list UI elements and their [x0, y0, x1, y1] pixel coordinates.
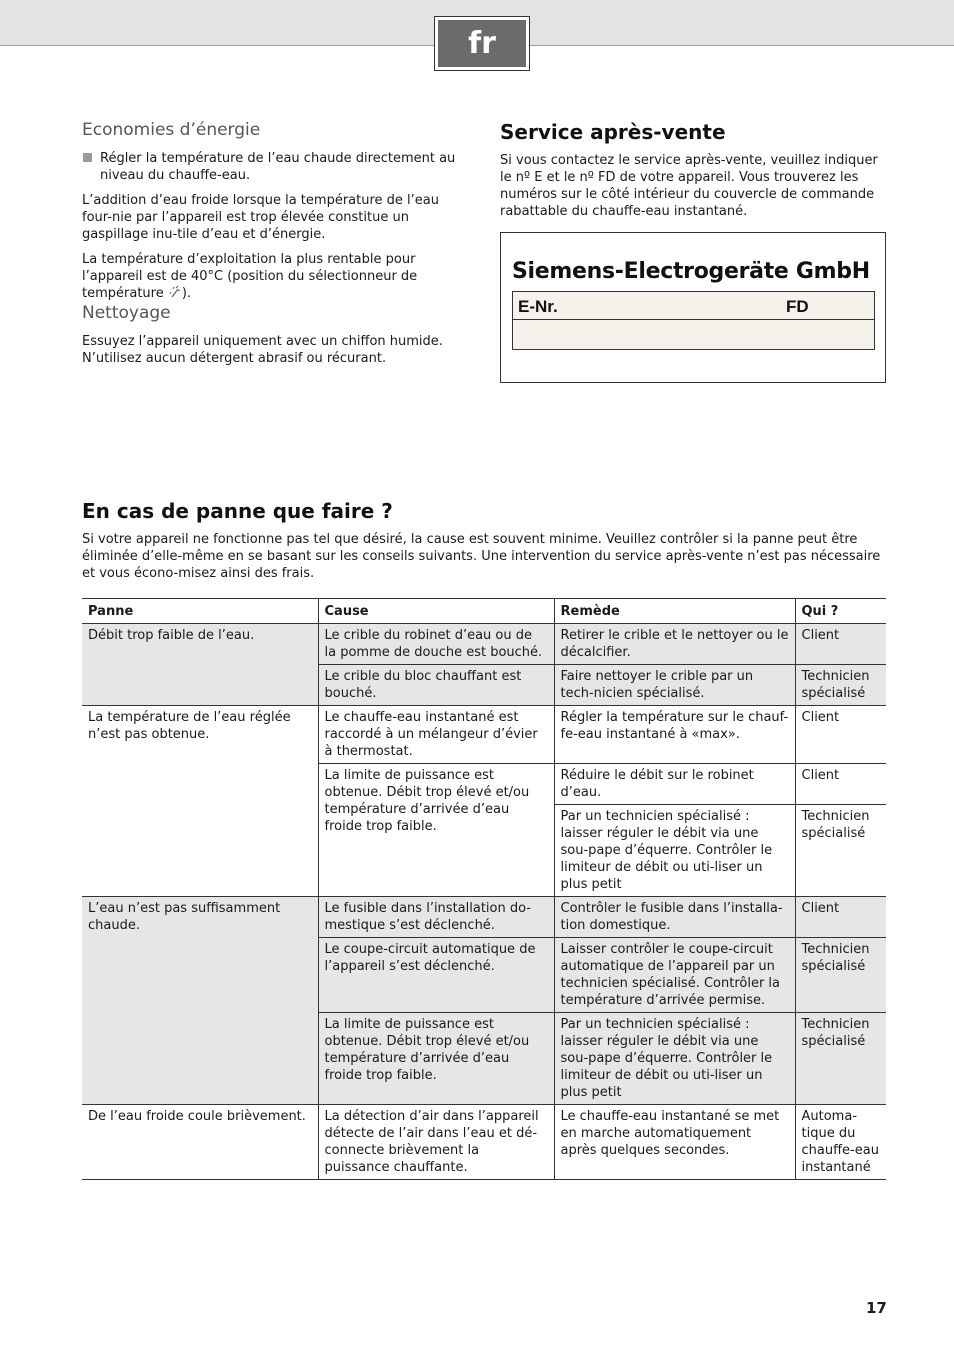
energy-bullet-text: Régler la température de l’eau chaude directement au niveau du chauffe-eau.	[100, 151, 456, 183]
rating-plate-header-row	[513, 292, 874, 320]
troubleshooting-heading: En cas de panne que faire ?	[82, 499, 393, 523]
page-number: 17	[866, 1299, 887, 1317]
cause-cell: Le chauffe-eau instantané est raccordé à un mélangeur d’évier à thermostat.	[318, 706, 554, 764]
cause-cell: La limite de puissance est obtenue. Débit trop élevé et/ou température d’arrivée d’eau froide trop faible.	[318, 764, 554, 897]
company-name: Siemens-Electrogeräte GmbH	[512, 259, 870, 284]
qui-cell: Client	[795, 764, 886, 805]
qui-cell: Technicien spécialisé	[795, 805, 886, 897]
table-row	[82, 624, 886, 665]
qui-cell: Client	[795, 624, 886, 665]
energy-paragraph-2	[82, 251, 472, 302]
remede-cell: Par un technicien spécialisé : laisser réguler le débit via une sou-pape d’équerre. Contrôler le limiteur de débit ou uti-liser un plus petit	[554, 805, 795, 897]
remede-cell: Réduire le débit sur le robinet d’eau.	[554, 764, 795, 805]
energy-paragraph-1: L’addition d’eau froide lorsque la température de l’eau four-nie par l’appareil est trop élevée constitue un gaspillage inu-tile d’eau et d’énergie.	[82, 193, 439, 242]
remede-cell: Par un technicien spécialisé : laisser réguler le débit via une sou-pape d’équerre. Contrôler le limiteur de débit ou uti-liser un plus petit	[554, 1013, 795, 1105]
cause-cell: Le fusible dans l’installation do-mestique s’est déclenché.	[318, 897, 554, 938]
table-row	[82, 897, 886, 938]
table-header-row	[82, 599, 886, 624]
panne-cell: La température de l’eau réglée n’est pas obtenue.	[82, 706, 318, 897]
header-remede: Remède	[554, 599, 795, 624]
remede-cell: Retirer le crible et le nettoyer ou le décalcifier.	[554, 624, 795, 665]
troubleshooting-table	[82, 598, 886, 1180]
temperature-selector-icon	[168, 285, 182, 299]
cause-cell: Le crible du robinet d’eau ou de la pomme de douche est bouché.	[318, 624, 554, 665]
energy-p2-text: La température d’exploitation la plus rentable pour l’appareil est de 40°C (position du sélectionneur de température	[82, 252, 418, 301]
remede-cell: Faire nettoyer le crible par un tech-nicien spécialisé.	[554, 665, 795, 706]
qui-cell: Technicien spécialisé	[795, 938, 886, 1013]
panne-cell: L’eau n’est pas suffisamment chaude.	[82, 897, 318, 1105]
troubleshooting-intro: Si votre appareil ne fonctionne pas tel que désiré, la cause est souvent minime. Veuillez contrôler si la panne peut être éliminée d’elle-même en se basant sur les conseils suivants. Une intervention du service après-vente n’est pas nécessaire et vous écono-misez ainsi des frais.	[82, 532, 881, 581]
bullet-square-icon	[83, 153, 92, 162]
service-paragraph: Si vous contactez le service après-vente, veuillez indiquer le nº E et le nº FD de votre appareil. Vous trouverez les numéros sur le côté intérieur du couvercle de commande rabattable du chauffe-eau instantané.	[500, 153, 878, 219]
energy-p2-end: ).	[181, 286, 192, 301]
cleaning-paragraph: Essuyez l’appareil uniquement avec un chiffon humide. N’utilisez aucun détergent abrasif ou récurant.	[82, 334, 443, 366]
rating-plate-box	[500, 232, 886, 383]
cleaning-heading: Nettoyage	[82, 303, 171, 323]
qui-cell: Client	[795, 706, 886, 764]
cause-cell: Le coupe-circuit automatique de l’appareil s’est déclenché.	[318, 938, 554, 1013]
cause-cell: La limite de puissance est obtenue. Débit trop élevé et/ou température d’arrivée d’eau froide trop faible.	[318, 1013, 554, 1105]
qui-cell: Technicien spécialisé	[795, 1013, 886, 1105]
energy-heading: Economies d’énergie	[82, 120, 261, 140]
remede-cell: Le chauffe-eau instantané se met en marche automatiquement après quelques secondes.	[554, 1105, 795, 1180]
table-row	[82, 706, 886, 764]
remede-cell: Laisser contrôler le coupe-circuit automatique de l’appareil par un technicien spécialisé. Contrôler la température d’arrivée permise.	[554, 938, 795, 1013]
rating-plate-fields	[512, 291, 875, 350]
table-row	[82, 1105, 886, 1180]
panne-cell: Débit trop faible de l’eau.	[82, 624, 318, 706]
remede-cell: Régler la température sur le chauf-fe-eau instantané à «max».	[554, 706, 795, 764]
panne-cell: De l’eau froide coule brièvement.	[82, 1105, 318, 1180]
header-qui: Qui ?	[795, 599, 886, 624]
qui-cell: Technicien spécialisé	[795, 665, 886, 706]
e-nr-label: E-Nr.	[518, 297, 558, 316]
language-tab	[434, 16, 530, 71]
cause-cell: Le crible du bloc chauffant est bouché.	[318, 665, 554, 706]
qui-cell: Automa-tique du chauffe-eau instantané	[795, 1105, 886, 1180]
qui-cell: Client	[795, 897, 886, 938]
header-panne: Panne	[82, 599, 318, 624]
service-heading: Service après-vente	[500, 120, 726, 144]
fd-label: FD	[786, 297, 809, 316]
cause-cell: La détection d’air dans l’appareil détecte de l’air dans l’eau et dé-connecte brièvement la puissance chauffante.	[318, 1105, 554, 1180]
remede-cell: Contrôler le fusible dans l’installa-tion domestique.	[554, 897, 795, 938]
header-cause: Cause	[318, 599, 554, 624]
language-label: fr	[438, 20, 526, 67]
